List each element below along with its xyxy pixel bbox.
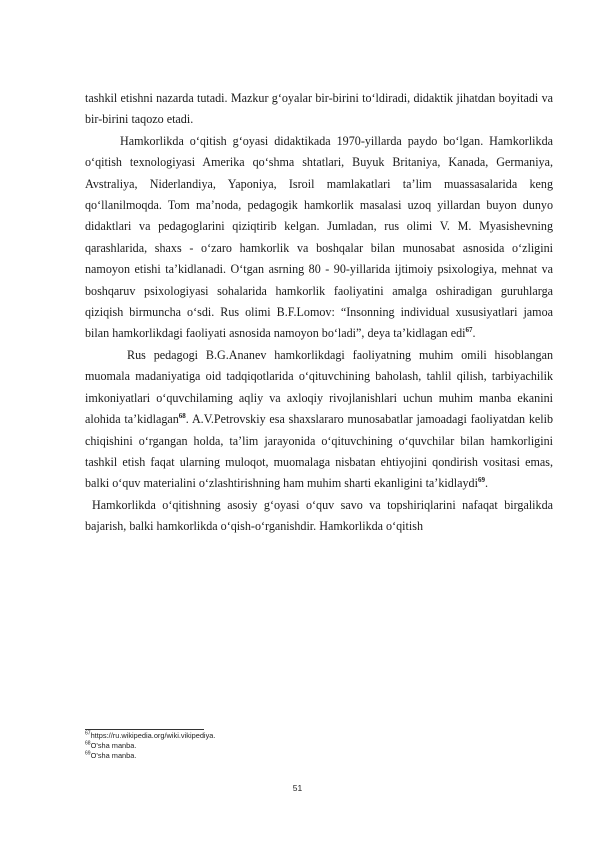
page-number: 51 (292, 783, 303, 793)
footnote-separator (85, 729, 204, 730)
footnote-number: 67 (85, 730, 91, 737)
footnote-number: 68 (85, 740, 91, 747)
paragraph-2 (85, 131, 553, 345)
footnote-ref-68[interactable]: 68 (178, 412, 186, 421)
paragraph-3 (85, 345, 553, 495)
paragraph-4 (85, 495, 553, 538)
footnotes (85, 731, 385, 761)
footnote-text: O’sha manba. (90, 741, 137, 750)
footnote-ref-69[interactable]: 69 (477, 476, 485, 485)
footnote-67 (85, 731, 385, 741)
paragraph-1-text: tashkil etishni nazarda tutadi. Mazkur g‘oyalar bir-birini to‘ldiradi, didaktik jihatdan boyitadi va bir-birini taqozo etadi. (85, 91, 553, 127)
footnote-text[interactable]: https://ru.wikipedia.org/wiki.vikipediya. (90, 731, 216, 740)
body-text (85, 88, 553, 538)
footnote-68 (85, 741, 385, 751)
paragraph-3-end: . (484, 476, 488, 491)
paragraph-3-text: Rus pedagogi B.G.Ananev hamkorlikdagi faoliyatning muhim omili hisoblangan muomala madaniyatiga oid tadqiqotlarida o‘qituvchining baholash, tahlil qilish, tarbiyachilik imkoniyatlari o‘quvchilaming aqliy va axloqiy rivojlanishlari uchun muhim manba ekanini alohida ta’kidlagan (85, 347, 553, 427)
footnote-text: O’sha manba. (90, 751, 137, 760)
footnote-ref-67[interactable]: 67 (465, 326, 473, 335)
paragraph-4-text: Hamkorlikda o‘qitishning asosiy g‘oyasi o‘quv savo va topshiriqlarini nafaqat birgalikda bajarish, balki hamkorlikda o‘qish-o‘rganishdir. Hamkorlikda o‘qitish (85, 497, 553, 534)
paragraph-2-end: . (472, 326, 476, 341)
paragraph-2-text: Hamkorlikda o‘qitish g‘oyasi didaktikada 1970-yillarda paydo bo‘lgan. Hamkorlikda o‘qitish texnologiyasi Amerika qo‘shma shtatlari, Buyuk Britaniya, Kanada, Germaniya, Avstraliya, Niderlandiya, Yaponiya, Isroil mamlakatlari ta’lim muassasalarida keng qo‘llanilmoqda. Tom ma’noda, pedagogik hamkorlik masalasi uzoq yillardan buyon dunyo didaktlari va pedagoglarini qiziqtirib kelgan. Jumladan, rus olimi V. M. Myasishevning qarashlarida, shaxs - o‘zaro hamkorlik va boshqalar bilan munosabat asnosida o‘zligini namoyon etishi ta’kidlanadi. O‘tgan asrning 80 - 90-yillarida ijtimoiy psixologiya, mehnat va boshqaruv psixologiyasi sohalarida hamkorlik faoliyatini amalga oshiradigan guruhlarga qiziqish birmuncha o‘sdi. Rus olimi B.F.Lomov: “Insonning individual xususiyatlari jamoa bilan hamkorlikdagi faoliyati asnosida namoyon bo‘ladi”, deya ta’kidlagan edi (85, 133, 553, 341)
footnote-69 (85, 751, 385, 761)
paragraph-1 (85, 88, 553, 131)
footnote-number: 69 (85, 750, 91, 757)
paragraph-3-text-2: . A.V.Petrovskiy esa shaxslararo munosabatlar jamoadagi faoliyatdan kelib chiqishini o‘rgangan holda, ta’lim jarayonida o‘qituvchining o‘quvchilar bilan hamkorligini tashkil etish faqat ularning muloqot, muomalaga nisbatan ehtiyojini qondirish vositasi emas, balki o‘quv materialini o‘zlashtirishning ham muhim sharti ekanligini ta’kidlaydi (85, 412, 553, 491)
